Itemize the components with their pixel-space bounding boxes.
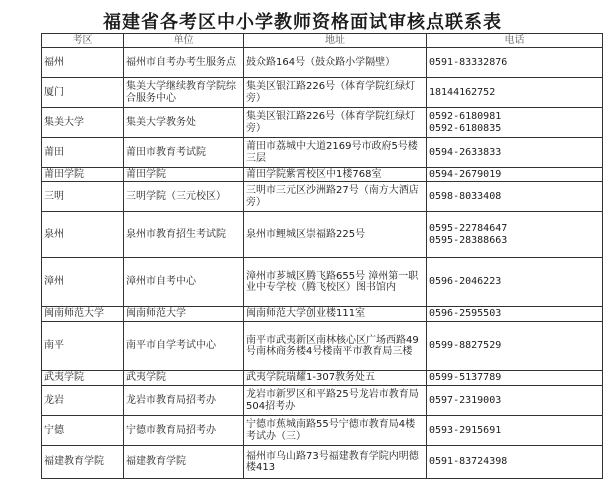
address-cell: 鼓众路164号（鼓众路小学隔壁）	[244, 48, 427, 78]
region-cell: 福州	[42, 48, 124, 78]
region-cell: 闽南师范大学	[42, 307, 124, 322]
region-cell: 宁德	[42, 416, 124, 446]
address-cell: 宁德市蕉城南路55号宁德市教育局4楼考试办（三）	[244, 416, 427, 446]
region-cell: 福建教育学院	[42, 446, 124, 479]
phone-cell: 18144162752	[427, 78, 603, 108]
address-cell: 莆田市荔城中大道2169号市政府5号楼三层	[244, 138, 427, 168]
table-header-row	[42, 34, 603, 48]
unit-cell: 泉州市教育招生考试院	[124, 212, 244, 258]
table-row	[42, 258, 603, 307]
region-cell: 龙岩	[42, 386, 124, 416]
phone-cell: 0596-2595503	[427, 307, 603, 322]
address-cell: 莆田学院紫霄校区中1楼768室	[244, 168, 427, 182]
address-cell: 龙岩市新罗区和平路25号龙岩市教育局504招考办	[244, 386, 427, 416]
unit-cell: 宁德市教育局招考办	[124, 416, 244, 446]
table-row	[42, 78, 603, 108]
phone-cell: 0591-83724398	[427, 446, 603, 479]
unit-cell: 集美大学继续教育学院综合服务中心	[124, 78, 244, 108]
phone-cell: 0596-2046223	[427, 258, 603, 307]
phone-cell: 0595-22784647 0595-28388663	[427, 212, 603, 258]
phone-cell: 0599-5137789	[427, 371, 603, 386]
address-cell: 三明市三元区沙洲路27号（南方大酒店旁）	[244, 182, 427, 212]
address-cell: 闽南师范大学创业楼111室	[244, 307, 427, 322]
table-row	[42, 416, 603, 446]
unit-cell: 莆田市教育考试院	[124, 138, 244, 168]
table-row	[42, 386, 603, 416]
unit-cell: 莆田学院	[124, 168, 244, 182]
unit-cell: 武夷学院	[124, 371, 244, 386]
address-cell: 武夷学院瑞耀1-307教务处五	[244, 371, 427, 386]
unit-cell: 南平市自学考试中心	[124, 322, 244, 371]
page-title: 福建省各考区中小学教师资格面试审核点联系表	[103, 12, 502, 33]
table-row	[42, 322, 603, 371]
phone-cell: 0594-2633833	[427, 138, 603, 168]
phone-cell: 0591-83332876	[427, 48, 603, 78]
region-cell: 泉州	[42, 212, 124, 258]
address-cell: 集美区银江路226号（体育学院红绿灯旁）	[244, 78, 427, 108]
table-row	[42, 307, 603, 322]
contact-table	[41, 33, 603, 479]
address-cell: 福州市乌山路73号福建教育学院内明德楼413	[244, 446, 427, 479]
phone-cell: 0599-8827529	[427, 322, 603, 371]
address-cell: 泉州市鲤城区崇福路225号	[244, 212, 427, 258]
header-unit: 单位	[124, 34, 244, 48]
phone-cell: 0594-2679019	[427, 168, 603, 182]
phone-cell: 0592-6180981 0592-6180835	[427, 108, 603, 138]
unit-cell: 龙岩市教育局招考办	[124, 386, 244, 416]
unit-cell: 福建教育学院	[124, 446, 244, 479]
header-address: 地址	[244, 34, 427, 48]
table-row	[42, 212, 603, 258]
region-cell: 三明	[42, 182, 124, 212]
region-cell: 漳州	[42, 258, 124, 307]
address-cell: 漳州市芗城区腾飞路655号 漳州第一职业中专学校（腾飞校区）图书馆内	[244, 258, 427, 307]
region-cell: 厦门	[42, 78, 124, 108]
unit-cell: 闽南师范大学	[124, 307, 244, 322]
region-cell: 莆田	[42, 138, 124, 168]
region-cell: 集美大学	[42, 108, 124, 138]
table-row	[42, 48, 603, 78]
unit-cell: 集美大学教务处	[124, 108, 244, 138]
region-cell: 武夷学院	[42, 371, 124, 386]
address-cell: 集美区银江路226号（体育学院红绿灯旁）	[244, 108, 427, 138]
phone-cell: 0593-2915691	[427, 416, 603, 446]
table-row	[42, 168, 603, 182]
region-cell: 南平	[42, 322, 124, 371]
region-cell: 莆田学院	[42, 168, 124, 182]
table-row	[42, 446, 603, 479]
table-row	[42, 371, 603, 386]
table-row	[42, 182, 603, 212]
table-row	[42, 138, 603, 168]
unit-cell: 福州市自考办考生服务点	[124, 48, 244, 78]
header-region: 考区	[42, 34, 124, 48]
header-phone: 电话	[427, 34, 603, 48]
phone-cell: 0598-8033408	[427, 182, 603, 212]
address-cell: 南平市武夷新区南林核心区广场西路49号南林商务楼4号楼南平市教育局三楼	[244, 322, 427, 371]
unit-cell: 漳州市自考中心	[124, 258, 244, 307]
phone-cell: 0597-2319003	[427, 386, 603, 416]
table-row	[42, 108, 603, 138]
unit-cell: 三明学院（三元校区）	[124, 182, 244, 212]
